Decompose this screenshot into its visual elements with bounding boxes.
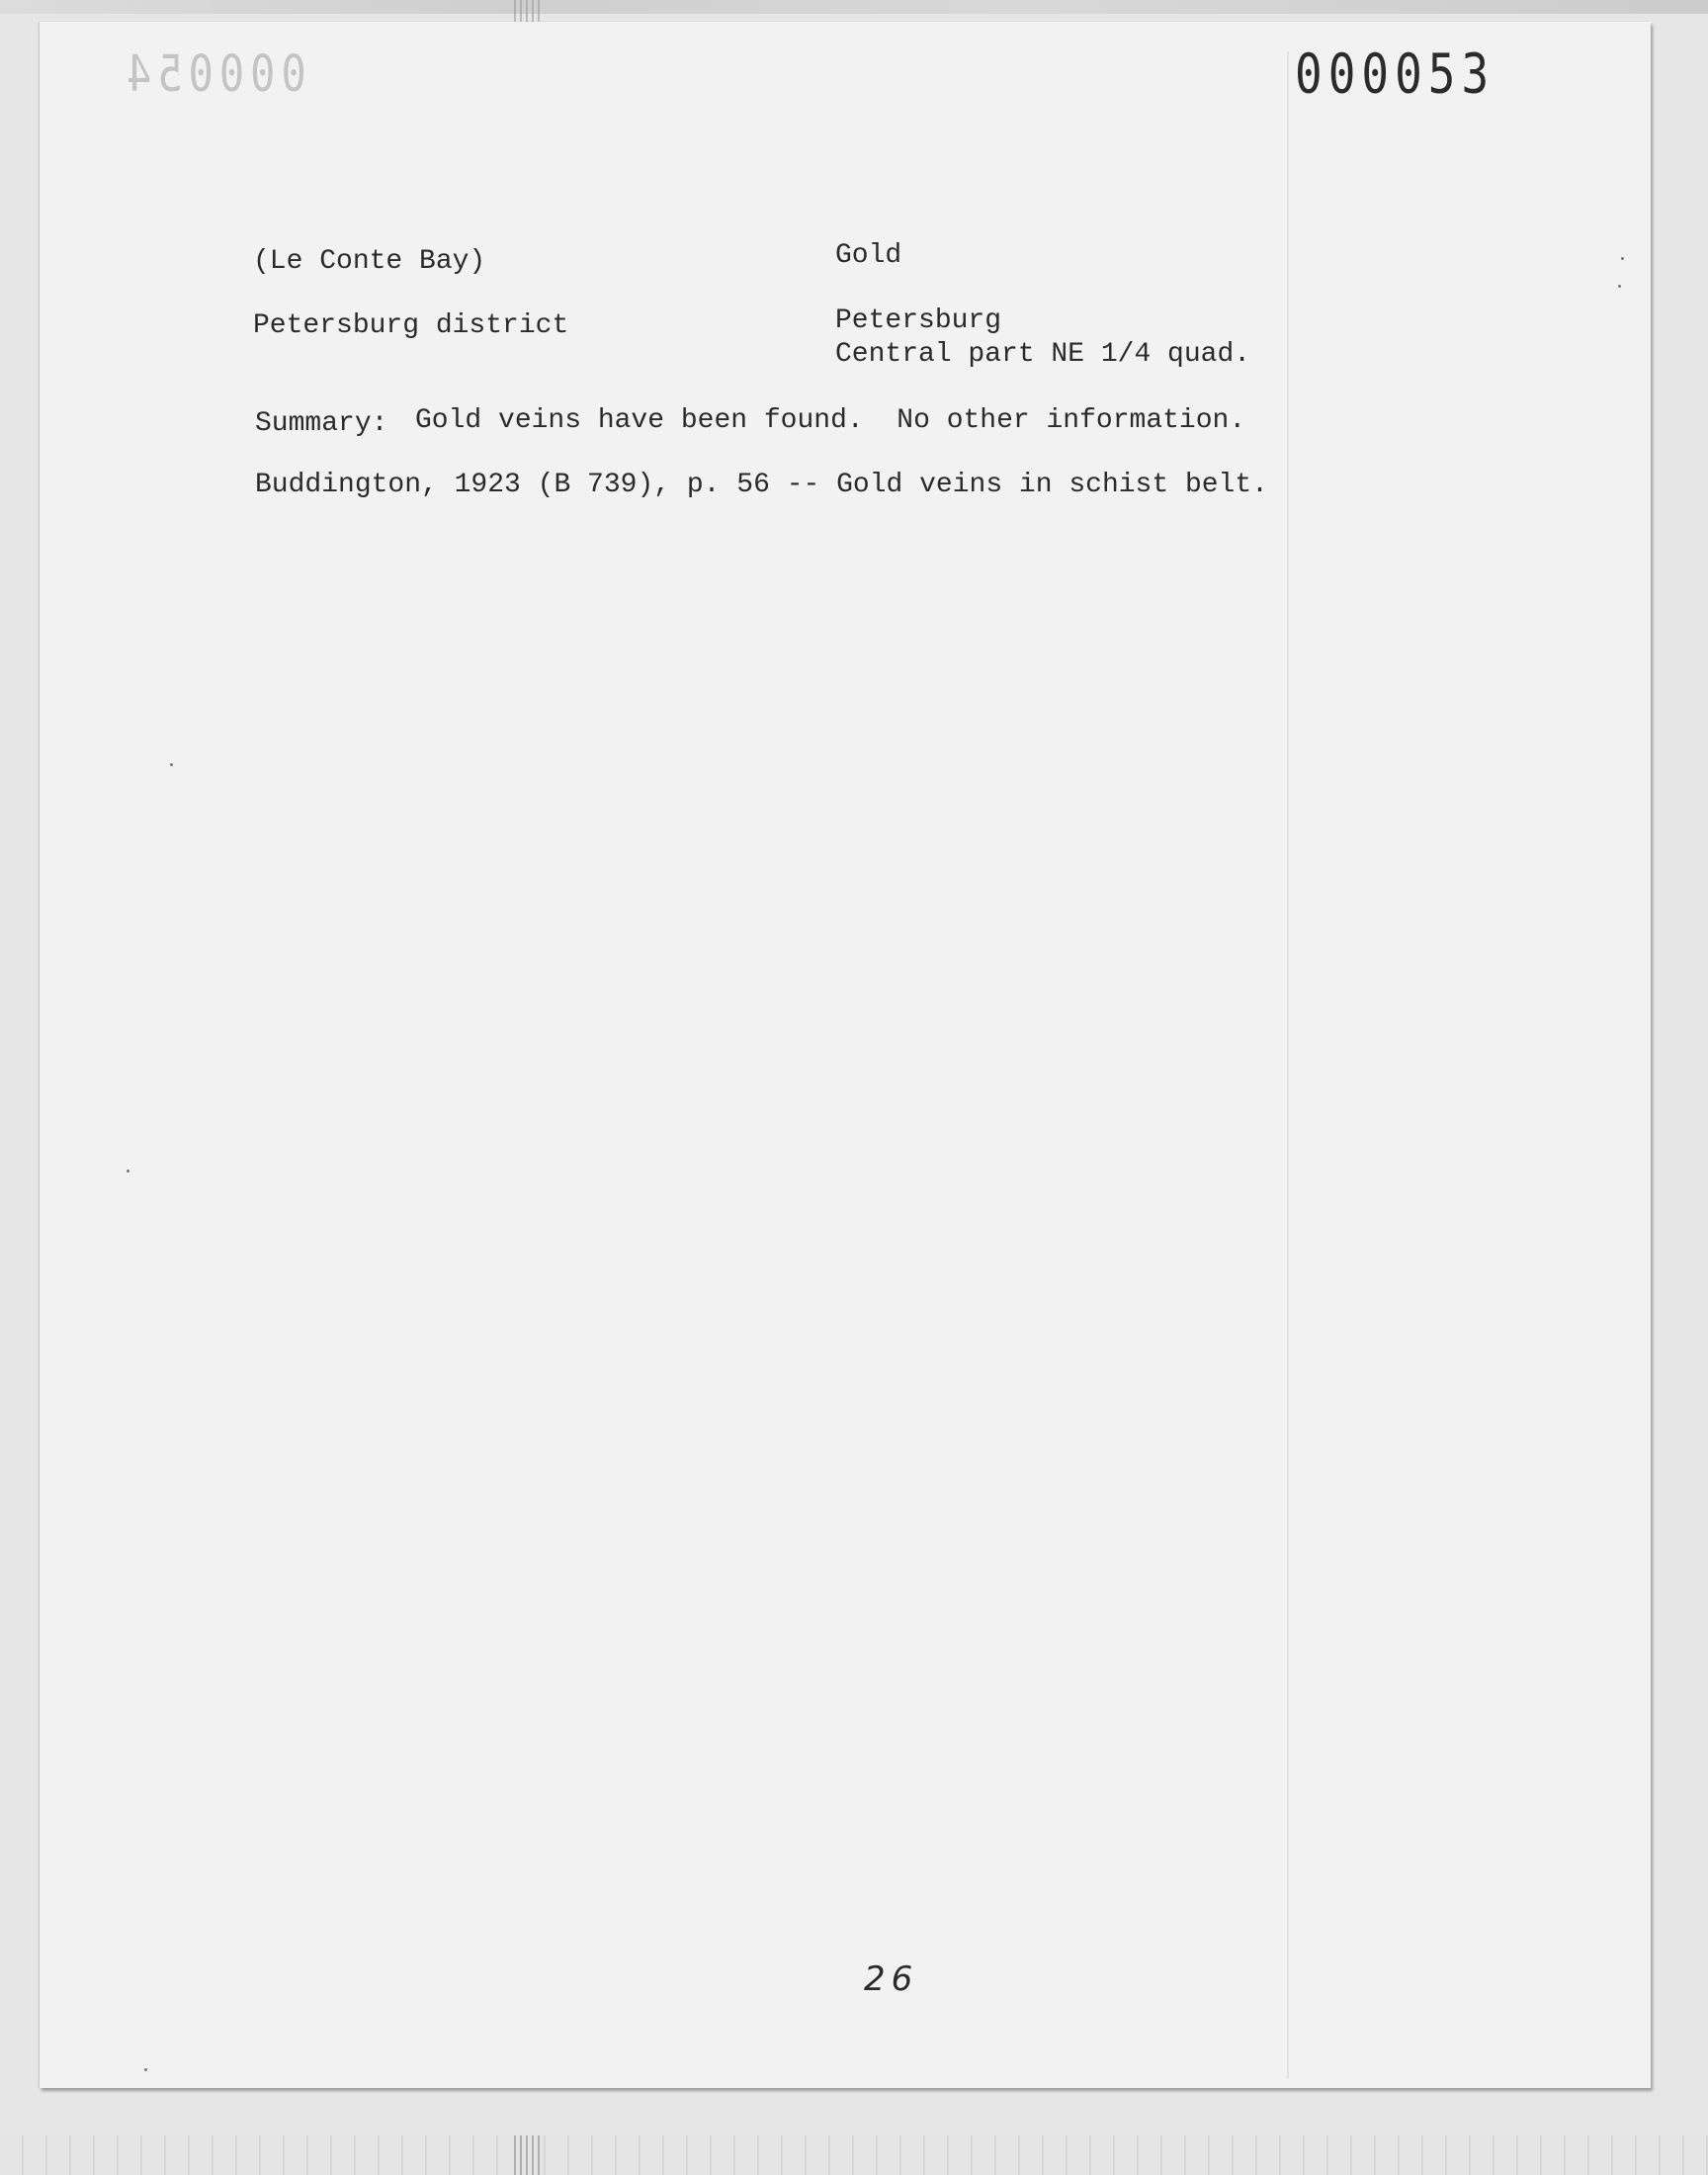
bleed-through-stamp: 000054 bbox=[121, 44, 306, 103]
location-name: (Le Conte Bay) bbox=[253, 246, 486, 277]
reference-citation: Buddington, 1923 (B 739), p. 56 -- Gold veins in schist belt. bbox=[255, 470, 1268, 500]
document-stamp-number: 000053 bbox=[1295, 42, 1495, 106]
binder-marks-bottom bbox=[514, 2135, 544, 2175]
scan-edge-top bbox=[0, 0, 1708, 14]
page-number: 26 bbox=[864, 1959, 919, 1999]
quadrangle: Petersburg bbox=[835, 305, 1002, 336]
summary-text: Gold veins have been found. No other information. bbox=[415, 405, 1246, 436]
binder-marks-top bbox=[514, 0, 544, 22]
scan-speck bbox=[170, 763, 173, 766]
quadrangle-position: Central part NE 1/4 quad. bbox=[835, 339, 1251, 370]
scan-speck bbox=[144, 2068, 147, 2071]
district: Petersburg district bbox=[253, 310, 569, 341]
fold-line bbox=[1287, 51, 1289, 2078]
scan-speck bbox=[1618, 285, 1621, 288]
commodity: Gold bbox=[835, 240, 902, 271]
scan-speck bbox=[1621, 257, 1624, 260]
summary-label: Summary: bbox=[255, 408, 388, 439]
scan-edge-bottom bbox=[0, 2135, 1708, 2175]
scan-speck bbox=[127, 1170, 129, 1173]
